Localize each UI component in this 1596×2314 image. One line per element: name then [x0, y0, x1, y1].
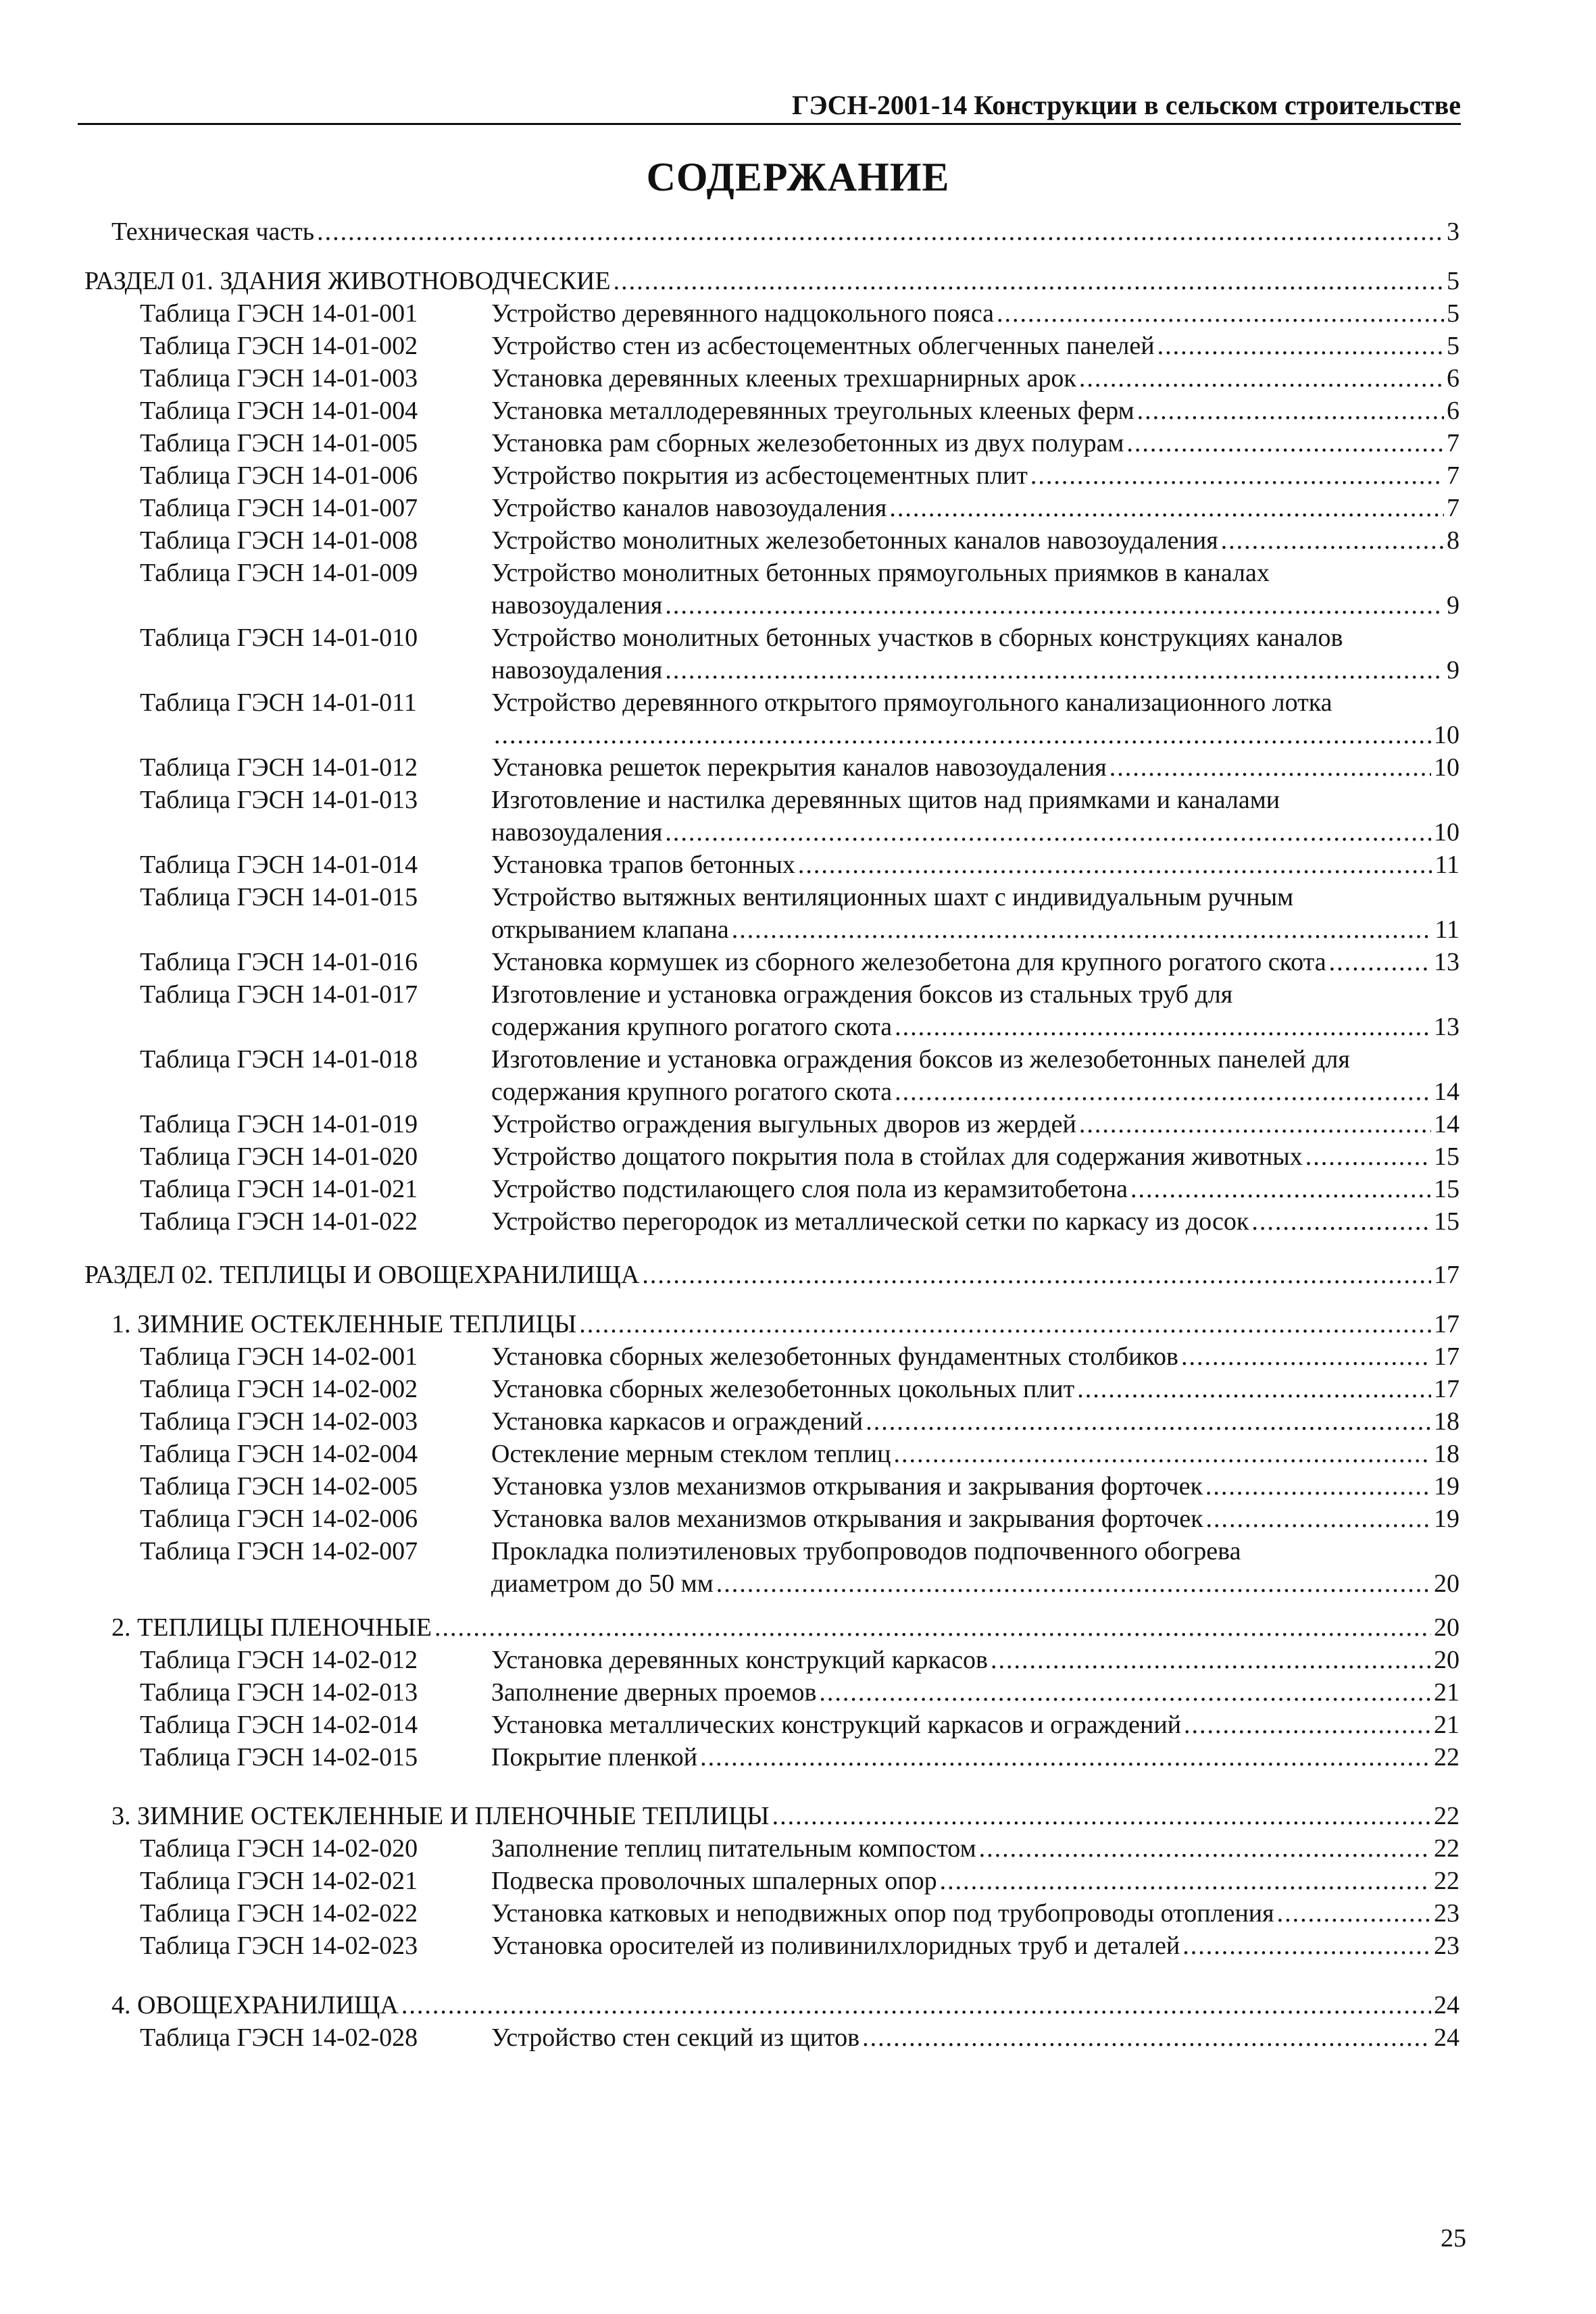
dot-leader: [665, 590, 1444, 621]
toc-entry-title-line1: Прокладка полиэтиленовых трубопроводов подпочвенного обогрева: [491, 1537, 1241, 1565]
toc-entry-page: 21: [1434, 1711, 1460, 1739]
table-code: Таблица ГЭСН 14-02-006: [140, 1505, 418, 1533]
dot-leader: [1305, 1141, 1431, 1172]
table-code: Таблица ГЭСН 14-02-003: [140, 1407, 418, 1436]
dot-leader: [997, 298, 1444, 329]
running-title: ГЭСН-2001-14 Конструкции в сельском строительстве: [792, 90, 1461, 120]
toc-entry-page: 10: [1434, 721, 1460, 749]
dot-leader: [1077, 1374, 1431, 1405]
toc-entry-page: 14: [1434, 1078, 1460, 1106]
dot-leader: [1030, 460, 1444, 491]
table-code: Таблица ГЭСН 14-01-017: [140, 980, 418, 1009]
toc-entry-title: РАЗДЕЛ 01. ЗДАНИЯ ЖИВОТНОВОДЧЕСКИЕ: [84, 267, 611, 295]
table-code: Таблица ГЭСН 14-01-010: [140, 624, 418, 652]
toc-entry-title: 1. ЗИМНИЕ ОСТЕКЛЕННЫЕ ТЕПЛИЦЫ: [111, 1310, 577, 1338]
dot-leader: [1221, 525, 1444, 556]
toc-entry-title: Остекление мерным стеклом теплиц: [491, 1440, 891, 1468]
toc-entry-title: Техническая часть: [111, 218, 315, 246]
toc-entry[interactable]: [491, 1011, 1460, 1042]
dot-leader: [1251, 1206, 1431, 1237]
toc-entry[interactable]: [491, 752, 1460, 783]
toc-entry-page: 11: [1435, 915, 1460, 944]
toc-entry[interactable]: [491, 1076, 1460, 1107]
toc-entry-title: Установка валов механизмов открывания и закрывания форточек: [491, 1505, 1203, 1533]
toc-entry-page: 18: [1434, 1407, 1460, 1436]
toc-entry[interactable]: [491, 947, 1460, 978]
toc-subsection-4[interactable]: [111, 1990, 1460, 2021]
toc-entry[interactable]: [491, 1109, 1460, 1140]
table-code: Таблица ГЭСН 14-01-009: [140, 559, 418, 587]
table-code: Таблица ГЭСН 14-01-016: [140, 948, 418, 976]
toc-entry-page: 24: [1434, 2023, 1460, 2052]
dot-leader: [819, 1677, 1431, 1708]
toc-entry-title: открыванием клапана: [491, 915, 729, 944]
toc-entry-page: 23: [1434, 1932, 1460, 1960]
toc-entry[interactable]: [491, 1206, 1460, 1237]
table-code: Таблица ГЭСН 14-02-028: [140, 2023, 418, 2052]
dot-leader: [317, 216, 1444, 247]
toc-entry-page: 6: [1447, 364, 1460, 393]
table-code: Таблица ГЭСН 14-01-011: [140, 688, 417, 717]
table-code: Таблица ГЭСН 14-01-015: [140, 883, 418, 911]
toc-entry-title: Установка катковых и неподвижных опор под трубопроводы отопления: [491, 1899, 1274, 1928]
toc-entry-title: содержания крупного рогатого скота: [491, 1013, 893, 1041]
dot-leader: [1206, 1503, 1431, 1534]
dot-leader: [893, 1438, 1431, 1469]
toc-entry-page: 23: [1434, 1899, 1460, 1928]
table-code: Таблица ГЭСН 14-01-008: [140, 526, 418, 555]
toc-entry-page: 17: [1434, 1375, 1460, 1403]
toc-entry-page: 5: [1447, 299, 1460, 328]
toc-entry-page: 20: [1434, 1613, 1460, 1642]
dot-leader: [700, 1742, 1431, 1773]
toc-entry-page: 9: [1447, 591, 1460, 620]
toc-entry-page: 22: [1434, 1834, 1460, 1863]
dot-leader: [889, 493, 1444, 524]
toc-entry-page: 3: [1447, 218, 1460, 246]
table-code: Таблица ГЭСН 14-02-013: [140, 1678, 418, 1707]
toc-entry-title: Установка рам сборных железобетонных из двух полурам: [491, 429, 1124, 457]
toc-entry[interactable]: [491, 914, 1460, 945]
table-code: Таблица ГЭСН 14-01-019: [140, 1110, 418, 1138]
toc-entry-page: 5: [1447, 267, 1460, 295]
toc-entry-page: 17: [1434, 1310, 1460, 1338]
toc-entry-title: 4. ОВОЩЕХРАНИЛИЩА: [111, 1991, 399, 2019]
dot-leader: [991, 1644, 1431, 1676]
table-code: Таблица ГЭСН 14-01-005: [140, 429, 418, 457]
toc-entry-title: навозоудаления: [491, 591, 663, 620]
table-code: Таблица ГЭСН 14-02-002: [140, 1375, 418, 1403]
toc-entry-title: Устройство монолитных железобетонных каналов навозоудаления: [491, 526, 1218, 555]
toc-entry-title: Устройство деревянного надцокольного пояса: [491, 299, 995, 328]
dot-leader: [665, 817, 1431, 848]
toc-entry-page: 24: [1434, 1991, 1460, 2019]
toc-entry[interactable]: [491, 849, 1460, 880]
dot-leader: [895, 1076, 1431, 1107]
toc-entry-title: Установка узлов механизмов открывания и закрывания форточек: [491, 1472, 1203, 1501]
table-code: Таблица ГЭСН 14-02-020: [140, 1834, 418, 1863]
toc-entry[interactable]: [491, 363, 1460, 394]
toc-entry[interactable]: [491, 1406, 1460, 1437]
dot-leader: [862, 2022, 1431, 2053]
dot-leader: [1130, 1174, 1431, 1205]
toc-entry-title: Установка деревянных конструкций каркасов: [491, 1646, 988, 1674]
dot-leader: [579, 1309, 1431, 1340]
table-code: Таблица ГЭСН 14-01-003: [140, 364, 418, 393]
table-code: Таблица ГЭСН 14-02-014: [140, 1711, 418, 1739]
dot-leader: [665, 655, 1444, 686]
table-code: Таблица ГЭСН 14-01-004: [140, 397, 418, 425]
toc-entry-title: Установка сборных железобетонных цокольных плит: [491, 1375, 1075, 1403]
toc-entry-title: Устройство стен секций из щитов: [491, 2023, 860, 2052]
table-code: Таблица ГЭСН 14-01-013: [140, 786, 418, 814]
toc-entry-title: Установка каркасов и ограждений: [491, 1407, 864, 1436]
table-code: Таблица ГЭСН 14-02-004: [140, 1440, 418, 1468]
toc-entry-page: 22: [1434, 1867, 1460, 1895]
toc-entry-title: Установка трапов бетонных: [491, 851, 795, 879]
toc-entry-title-line1: Устройство вытяжных вентиляционных шахт с индивидуальным ручным: [491, 883, 1294, 911]
toc-entry-title: Подвеска проволочных шпалерных опор: [491, 1867, 937, 1895]
table-code: Таблица ГЭСН 14-01-007: [140, 494, 418, 522]
dot-leader: [401, 1990, 1431, 2021]
toc-entry-page: 13: [1434, 1013, 1460, 1041]
toc-entry-page: 19: [1434, 1505, 1460, 1533]
dot-leader: [895, 1011, 1431, 1042]
table-code: Таблица ГЭСН 14-02-023: [140, 1932, 418, 1960]
dot-leader: [940, 1865, 1431, 1896]
toc-entry-page: 17: [1434, 1342, 1460, 1371]
toc-entry[interactable]: [491, 1677, 1460, 1708]
toc-entry[interactable]: [491, 1644, 1460, 1676]
toc-entry-title: 2. ТЕПЛИЦЫ ПЛЕНОЧНЫЕ: [111, 1613, 432, 1642]
toc-entry-page: 22: [1434, 1802, 1460, 1830]
dot-leader: [434, 1612, 1431, 1643]
toc-entry-title: диаметром до 50 мм: [491, 1569, 714, 1598]
dot-leader: [1182, 1930, 1431, 1961]
table-code: Таблица ГЭСН 14-01-021: [140, 1175, 418, 1203]
toc-entry[interactable]: [491, 493, 1460, 524]
toc-entry-title: Устройство подстилающего слоя пола из керамзитобетона: [491, 1175, 1128, 1203]
toc-entry-page: 10: [1434, 818, 1460, 847]
toc-entry-title: Установка решеток перекрытия каналов навозоудаления: [491, 753, 1107, 782]
toc-entry-title: РАЗДЕЛ 02. ТЕПЛИЦЫ И ОВОЩЕХРАНИЛИЩА: [84, 1261, 640, 1289]
toc-entry[interactable]: [491, 1471, 1460, 1502]
dot-leader: [979, 1833, 1431, 1864]
toc-entry-page: 7: [1447, 429, 1460, 457]
dot-leader: [1329, 947, 1431, 978]
toc-entry[interactable]: [491, 1141, 1460, 1172]
toc-entry[interactable]: [491, 1833, 1460, 1864]
toc-entry-title: Установка металлодеревянных треугольных клееных ферм: [491, 397, 1134, 425]
toc-entry-page: 20: [1434, 1646, 1460, 1674]
toc-entry-title: Устройство ограждения выгульных дворов из жердей: [491, 1110, 1076, 1138]
contents-heading: СОДЕРЖАНИЕ: [646, 155, 950, 199]
dot-leader: [642, 1259, 1431, 1290]
toc-subsection-3[interactable]: [111, 1801, 1460, 1832]
toc-entry-title-line1: Изготовление и установка ограждения боксов из стальных труб для: [491, 980, 1233, 1009]
toc-entry-page: 15: [1434, 1142, 1460, 1171]
table-code: Таблица ГЭСН 14-02-001: [140, 1342, 418, 1371]
toc-entry-page: 7: [1447, 461, 1460, 490]
table-code: Таблица ГЭСН 14-01-022: [140, 1207, 418, 1236]
dot-leader: [494, 720, 1431, 751]
toc-entry-page: 10: [1434, 753, 1460, 782]
toc-entry-title: Заполнение дверных проемов: [491, 1678, 817, 1707]
toc-entry[interactable]: [491, 428, 1460, 459]
toc-subsection-1[interactable]: [111, 1309, 1460, 1340]
table-code: Таблица ГЭСН 14-02-015: [140, 1743, 418, 1771]
toc-entry[interactable]: [491, 298, 1460, 329]
toc-entry-title: Устройство покрытия из асбестоцементных плит: [491, 461, 1028, 490]
toc-entry-page: 15: [1434, 1207, 1460, 1236]
toc-entry-title: Покрытие пленкой: [491, 1743, 698, 1771]
toc-entry-title: Устройство дощатого покрытия пола в стойлах для содержания животных: [491, 1142, 1303, 1171]
table-code: Таблица ГЭСН 14-01-020: [140, 1142, 418, 1171]
toc-entry[interactable]: [491, 525, 1460, 556]
toc-entry[interactable]: [491, 460, 1460, 491]
dot-leader: [1137, 395, 1444, 426]
toc-entry-page: 6: [1447, 397, 1460, 425]
toc-entry-title: Установка металлических конструкций каркасов и ограждений: [491, 1711, 1182, 1739]
toc-entry-page: 18: [1434, 1440, 1460, 1468]
dot-leader: [798, 849, 1432, 880]
toc-entry-page: 22: [1434, 1743, 1460, 1771]
dot-leader: [1126, 428, 1444, 459]
dot-leader: [1079, 363, 1444, 394]
toc-entry[interactable]: [491, 2022, 1460, 2053]
toc-entry-title: Установка кормушек из сборного железобетона для крупного рогатого скота: [491, 948, 1326, 976]
table-code: Таблица ГЭСН 14-01-012: [140, 753, 418, 782]
toc-entry-title: Установка сборных железобетонных фундаментных столбиков: [491, 1342, 1178, 1371]
toc-entry[interactable]: [491, 1930, 1460, 1961]
dot-leader: [716, 1568, 1431, 1599]
toc-entry-title: Устройство каналов навозоудаления: [491, 494, 887, 522]
toc-entry-title: 3. ЗИМНИЕ ОСТЕКЛЕННЫЕ И ПЛЕНОЧНЫЕ ТЕПЛИЦЫ: [111, 1802, 770, 1830]
page-number: 25: [1441, 2224, 1466, 2253]
toc-entry[interactable]: [491, 817, 1460, 848]
toc-entry-page: 20: [1434, 1569, 1460, 1598]
toc-entry-title: Заполнение теплиц питательным компостом: [491, 1834, 976, 1863]
dot-leader: [1277, 1898, 1431, 1929]
toc-entry-page: 17: [1434, 1261, 1460, 1289]
toc-entry-page: 11: [1435, 851, 1460, 879]
dot-leader: [1181, 1341, 1431, 1372]
table-code: Таблица ГЭСН 14-02-005: [140, 1472, 418, 1501]
toc-entry-title: Устройство стен из асбестоцементных облегченных панелей: [491, 332, 1155, 360]
toc-entry[interactable]: [491, 590, 1460, 621]
dot-leader: [614, 266, 1444, 297]
toc-entry-page: 14: [1434, 1110, 1460, 1138]
toc-entry[interactable]: [491, 655, 1460, 686]
toc-entry-title-line1: Устройство деревянного открытого прямоугольного канализационного лотка: [491, 688, 1332, 717]
toc-entry-page: 9: [1447, 656, 1460, 684]
toc-entry-title-line1: Устройство монолитных бетонных участков в сборных конструкциях каналов: [491, 624, 1343, 652]
toc-entry-page: 8: [1447, 526, 1460, 555]
toc-entry-page: 15: [1434, 1175, 1460, 1203]
table-code: Таблица ГЭСН 14-01-002: [140, 332, 418, 360]
toc-entry-title-line1: Изготовление и установка ограждения боксов из железобетонных панелей для: [491, 1045, 1350, 1074]
dot-leader: [1205, 1471, 1431, 1502]
toc-entry-technical[interactable]: [111, 216, 1460, 247]
dot-leader: [1184, 1709, 1431, 1740]
toc-entry[interactable]: [491, 1503, 1460, 1534]
toc-entry-title: навозоудаления: [491, 656, 663, 684]
toc-section-02[interactable]: [84, 1259, 1460, 1290]
toc-subsection-2[interactable]: [111, 1612, 1460, 1643]
toc-entry[interactable]: [491, 1341, 1460, 1372]
table-code: Таблица ГЭСН 14-02-012: [140, 1646, 418, 1674]
toc-entry[interactable]: [491, 395, 1460, 426]
toc-entry-title: Устройство перегородок из металлической сетки по каркасу из досок: [491, 1207, 1249, 1236]
table-code: Таблица ГЭСН 14-01-006: [140, 461, 418, 490]
table-code: Таблица ГЭСН 14-01-014: [140, 851, 418, 879]
toc-entry-title: навозоудаления: [491, 818, 663, 847]
toc-entry[interactable]: [491, 1742, 1460, 1773]
toc-entry-title: Установка оросителей из поливинилхлоридных труб и деталей: [491, 1932, 1180, 1960]
toc-entry-page: 7: [1447, 494, 1460, 522]
toc-entry-page: 19: [1434, 1472, 1460, 1501]
table-code: Таблица ГЭСН 14-01-018: [140, 1045, 418, 1074]
toc-entry[interactable]: [491, 1174, 1460, 1205]
table-code: Таблица ГЭСН 14-02-022: [140, 1899, 418, 1928]
toc-entry[interactable]: [491, 1374, 1460, 1405]
toc-entry-title: Установка деревянных клееных трехшарнирных арок: [491, 364, 1076, 393]
dot-leader: [1157, 330, 1444, 361]
toc-entry[interactable]: [491, 1709, 1460, 1740]
dot-leader: [1079, 1109, 1431, 1140]
toc-entry-title-line1: Изготовление и настилка деревянных щитов над приямками и каналами: [491, 786, 1280, 814]
toc-entry-title: содержания крупного рогатого скота: [491, 1078, 893, 1106]
toc-entry-page: 13: [1434, 948, 1460, 976]
dot-leader: [1109, 752, 1431, 783]
toc-entry[interactable]: [491, 720, 1460, 751]
toc-entry[interactable]: [491, 330, 1460, 361]
toc-section-01[interactable]: [84, 266, 1460, 297]
toc-entry-page: 5: [1447, 332, 1460, 360]
table-code: Таблица ГЭСН 14-02-021: [140, 1867, 418, 1895]
toc-entry[interactable]: [491, 1898, 1460, 1929]
dot-leader: [866, 1406, 1431, 1437]
table-code: Таблица ГЭСН 14-02-007: [140, 1537, 418, 1565]
dot-leader: [772, 1801, 1431, 1832]
toc-entry[interactable]: [491, 1568, 1460, 1599]
toc-entry[interactable]: [491, 1865, 1460, 1896]
toc-entry[interactable]: [491, 1438, 1460, 1469]
dot-leader: [732, 914, 1432, 945]
toc-entry-page: 21: [1434, 1678, 1460, 1707]
toc-entry-title-line1: Устройство монолитных бетонных прямоугольных приямков в каналах: [491, 559, 1270, 587]
table-code: Таблица ГЭСН 14-01-001: [140, 299, 418, 328]
